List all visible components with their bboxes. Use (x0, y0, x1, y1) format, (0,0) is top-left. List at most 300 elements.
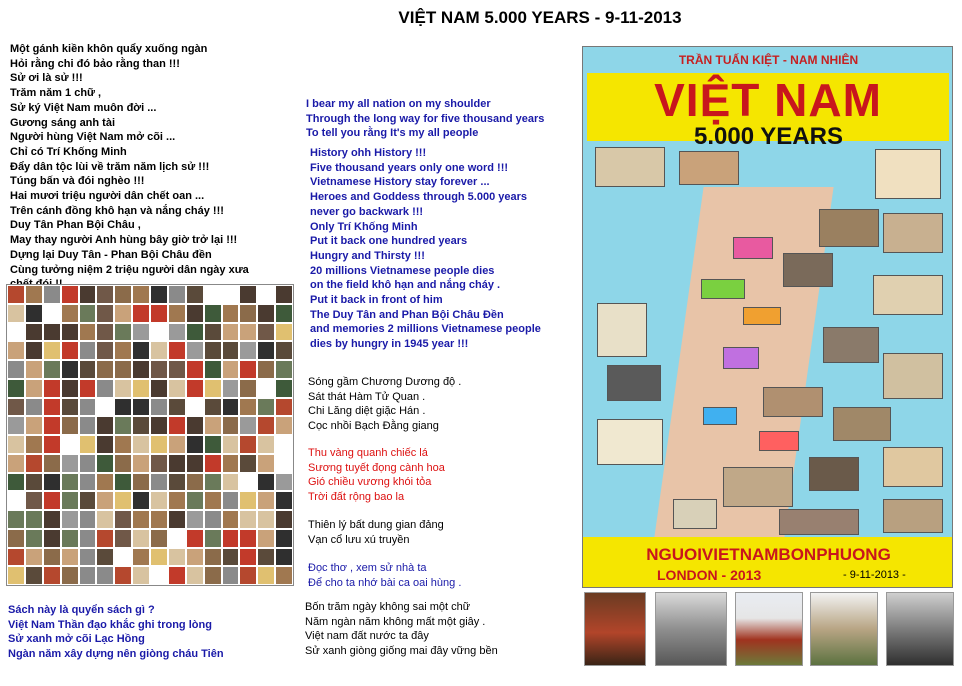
mosaic-tile (186, 285, 204, 304)
mosaic-tile (61, 529, 79, 548)
mosaic-tile (43, 491, 61, 510)
mosaic-tile (150, 323, 168, 342)
poster-date: - 9-11-2013 - (843, 569, 906, 581)
mosaic-tile (61, 510, 79, 529)
photo-old-temple (655, 592, 727, 666)
mosaic-tile (222, 360, 240, 379)
mosaic-tile (61, 473, 79, 492)
mosaic-tile (275, 341, 293, 360)
mosaic-tile (114, 304, 132, 323)
mosaic-tile (168, 379, 186, 398)
mosaic-tile (96, 566, 114, 585)
poem-line: Thu vàng quanh chiếc lá (308, 447, 428, 459)
mosaic-tile (204, 566, 222, 585)
poem-line: Trăm năm 1 chữ , (10, 87, 102, 100)
mosaic-tile (257, 548, 275, 567)
mosaic-tile (114, 435, 132, 454)
mosaic-tile (150, 491, 168, 510)
mosaic-tile (186, 360, 204, 379)
mosaic-tile (275, 529, 293, 548)
mosaic-tile (150, 435, 168, 454)
mosaic-tile (204, 323, 222, 342)
collage-tile (819, 209, 879, 247)
collage-tile (733, 237, 773, 259)
mosaic-tile (275, 510, 293, 529)
mosaic-tile (25, 416, 43, 435)
mosaic-tile (25, 341, 43, 360)
mosaic-tile (7, 529, 25, 548)
mosaic-tile (132, 510, 150, 529)
collage-tile (723, 467, 793, 507)
mosaic-tile (114, 491, 132, 510)
mosaic-tile (114, 510, 132, 529)
photo-portrait (886, 592, 954, 666)
bon-tram-poem (305, 600, 498, 659)
text-line: Through the long way for five thousand years (306, 112, 545, 125)
mosaic-tile (132, 454, 150, 473)
mosaic-tile (61, 360, 79, 379)
history-text (310, 146, 541, 352)
mosaic-tile (275, 398, 293, 417)
mosaic-tile (96, 379, 114, 398)
mosaic-tile (43, 360, 61, 379)
mosaic-tile (239, 548, 257, 567)
mosaic-tile (275, 435, 293, 454)
mosaic-tile (257, 360, 275, 379)
poem-line: Sử xanh mở cõi Lạc Hồng (8, 633, 145, 646)
mosaic-tile (186, 566, 204, 585)
poem-line: Sử ký Việt Nam muôn đời ... (10, 101, 157, 114)
mosaic-tile (275, 566, 293, 585)
mosaic-tile (25, 285, 43, 304)
mosaic-tile (79, 473, 97, 492)
mosaic-tile (96, 510, 114, 529)
poem-line: Hỏi rằng chi đó bảo rằng than !!! (10, 57, 180, 70)
mosaic-tile (114, 285, 132, 304)
poem-line: Vạn cổ lưu xú truyền (308, 533, 410, 546)
text-line: Heroes and Goddess through 5.000 years (310, 191, 528, 204)
mosaic-tile (204, 379, 222, 398)
mosaic-tile (61, 398, 79, 417)
mosaic-tile (275, 473, 293, 492)
mosaic-tile (114, 454, 132, 473)
mosaic-tile (204, 454, 222, 473)
mosaic-tile (239, 454, 257, 473)
mosaic-tile (168, 416, 186, 435)
mosaic-tile (79, 304, 97, 323)
mosaic-tile (114, 566, 132, 585)
mosaic-tile (275, 454, 293, 473)
collage-tile (673, 499, 717, 529)
mosaic-tile (79, 398, 97, 417)
shoulder-text (306, 97, 544, 141)
mosaic-tile (7, 491, 25, 510)
collage-tile (883, 213, 943, 253)
mosaic-tile (7, 360, 25, 379)
mosaic-tile (257, 566, 275, 585)
mosaic-tile (257, 510, 275, 529)
mosaic-tile (7, 304, 25, 323)
collage-tile (883, 353, 943, 399)
text-line: on the field khô hạn and nắng cháy . (310, 279, 501, 292)
mosaic-tile (61, 285, 79, 304)
poem-line: Bốn trăm ngày không sai một chữ (305, 601, 471, 613)
poem-line: Gió chiều vương khói tỏa (308, 476, 432, 489)
song-poem (308, 375, 461, 434)
mosaic-tile (96, 360, 114, 379)
mosaic-tile (168, 510, 186, 529)
mosaic-tile (43, 341, 61, 360)
mosaic-tile (114, 416, 132, 435)
poem-line: Sóng gầm Chương Dương độ . (308, 376, 462, 388)
mosaic-tile (132, 548, 150, 567)
photo-pagoda (735, 592, 803, 666)
mosaic-tile (168, 566, 186, 585)
mosaic-tile (204, 398, 222, 417)
mosaic-tile (43, 566, 61, 585)
mosaic-tile (239, 435, 257, 454)
mosaic-tile (222, 304, 240, 323)
text-line: Only Trí Khống Minh (310, 220, 418, 233)
collage-tile (875, 149, 941, 199)
mosaic-tile (96, 529, 114, 548)
mosaic-tile (239, 398, 257, 417)
mosaic-tile (204, 360, 222, 379)
mosaic-tile (132, 566, 150, 585)
poem-line: Việt Nam Thần đạo khắc ghi trong lòng (8, 618, 212, 631)
mosaic-tile (168, 323, 186, 342)
mosaic-tile (204, 341, 222, 360)
mosaic-tile (132, 529, 150, 548)
collage-tile (833, 407, 891, 441)
mosaic-tile (43, 398, 61, 417)
mosaic-tile (132, 323, 150, 342)
left-poem (10, 42, 249, 292)
mosaic-tile (96, 398, 114, 417)
mosaic-tile (186, 379, 204, 398)
mosaic-tile (275, 416, 293, 435)
mosaic-tile (168, 341, 186, 360)
poem-line: Hai mươi triệu người dân chết oan ... (10, 190, 205, 203)
mosaic-tile (239, 566, 257, 585)
poem-line: Chi Lăng diệt giặc Hán . (308, 405, 426, 418)
mosaic-tile (25, 510, 43, 529)
mosaic-tile (132, 304, 150, 323)
mosaic-tile (168, 360, 186, 379)
mosaic-tile (204, 435, 222, 454)
mosaic-tile (257, 341, 275, 360)
mosaic-tile (275, 323, 293, 342)
collage-tile (823, 327, 879, 363)
mosaic-tile (43, 510, 61, 529)
poem-line: Sương tuyết đọng cành hoa (308, 461, 445, 474)
mosaic-tile (7, 566, 25, 585)
mosaic-tile (7, 398, 25, 417)
mosaic-tile (43, 548, 61, 567)
mosaic-tile (96, 341, 114, 360)
collage-tile (779, 509, 859, 535)
text-line: and memories 2 millions Vietnamese people (310, 323, 541, 336)
mosaic-tile (239, 341, 257, 360)
mosaic-tile (79, 341, 97, 360)
photo-gate (810, 592, 878, 666)
mosaic-tile (204, 304, 222, 323)
mosaic-tile (257, 529, 275, 548)
mosaic-tile (257, 285, 275, 304)
mosaic-tile (25, 491, 43, 510)
text-line: The Duy Tân and Phan Bội Châu Đền (310, 308, 504, 321)
mosaic-tile (186, 510, 204, 529)
mosaic-tile (132, 341, 150, 360)
collage-tile (597, 419, 663, 465)
mosaic-tile (43, 379, 61, 398)
mosaic-tile (204, 510, 222, 529)
poem-line: Trên cánh đồng khô hạn và nắng cháy !!! (10, 204, 224, 217)
mosaic-tile (79, 323, 97, 342)
mosaic-tile (239, 323, 257, 342)
mosaic-tile (168, 435, 186, 454)
mosaic-tile (257, 416, 275, 435)
mosaic-tile (222, 510, 240, 529)
mosaic-tile (61, 566, 79, 585)
text-line: 20 millions Vietnamese people dies (310, 264, 495, 277)
poem-line: Việt nam đất nước ta đây (305, 630, 429, 643)
mosaic-tile (186, 548, 204, 567)
mosaic-tile (186, 435, 204, 454)
mosaic-tile (257, 379, 275, 398)
mosaic-tile (25, 566, 43, 585)
mosaic-tile (239, 285, 257, 304)
mosaic-tile (132, 360, 150, 379)
mosaic-tile (222, 416, 240, 435)
collage-tile (883, 447, 943, 487)
collage-tile (723, 347, 759, 369)
mosaic-tile (7, 341, 25, 360)
mosaic-tile (222, 398, 240, 417)
mosaic-tile (168, 491, 186, 510)
mosaic-tile (43, 529, 61, 548)
mosaic-tile (239, 360, 257, 379)
poem-line: Người hùng Việt Nam mở cõi ... (10, 131, 176, 144)
mosaic-tile (114, 398, 132, 417)
mosaic-tile (168, 304, 186, 323)
mosaic-tile (79, 491, 97, 510)
mosaic-tile (7, 454, 25, 473)
collage-tile (883, 499, 943, 533)
mosaic-tile (79, 566, 97, 585)
mosaic-tile (150, 304, 168, 323)
mosaic-tile (132, 285, 150, 304)
collage-tile (679, 151, 739, 185)
mosaic-tile (239, 379, 257, 398)
mosaic-tile (132, 416, 150, 435)
collage-tile (809, 457, 859, 491)
poster-authors: TRẦN TUẤN KIỆT - NAM NHIÊN (678, 53, 859, 67)
poem-line: Năm ngàn năm không mất một giây . (305, 615, 486, 628)
mosaic-tile (222, 548, 240, 567)
mosaic-tile (61, 548, 79, 567)
mosaic-tile (96, 435, 114, 454)
mosaic-tile (204, 416, 222, 435)
mosaic-tile (168, 473, 186, 492)
mosaic-tile (132, 379, 150, 398)
mosaic-tile (7, 323, 25, 342)
mosaic-tile (257, 323, 275, 342)
mosaic-tile (186, 304, 204, 323)
mosaic-tile (96, 491, 114, 510)
poem-line: Duy Tân Phan Bội Châu , (10, 219, 141, 232)
red-poem (308, 446, 445, 505)
mosaic-tile (257, 491, 275, 510)
poem-line: Đọc thơ , xem sử nhà ta (308, 562, 427, 574)
poem-line: Cọc nhồi Bạch Đằng giang (308, 420, 439, 433)
mosaic-tile (222, 491, 240, 510)
mosaic-tile (96, 323, 114, 342)
mosaic-tile (25, 548, 43, 567)
text-line: dies by hungry in 1945 year !!! (310, 338, 469, 351)
photo-statue (584, 592, 646, 666)
poster-city: LONDON - 2013 (657, 567, 762, 583)
mosaic-tile (150, 398, 168, 417)
mosaic-tile (239, 416, 257, 435)
text-line: I bear my all nation on my shoulder (306, 98, 491, 110)
mosaic-tile (275, 491, 293, 510)
mosaic-tile (79, 435, 97, 454)
mosaic-tile (186, 454, 204, 473)
mosaic-tile (204, 285, 222, 304)
mosaic-tile (222, 529, 240, 548)
mosaic-tile (114, 341, 132, 360)
mosaic-tile (79, 529, 97, 548)
poem-line: Dựng lại Duy Tân - Phan Bội Châu đền (10, 248, 212, 261)
mosaic-tile (150, 360, 168, 379)
mosaic-tile (275, 360, 293, 379)
collage-tile (597, 303, 647, 357)
mosaic-tile (61, 435, 79, 454)
mosaic-tile (7, 473, 25, 492)
mosaic-tile (61, 341, 79, 360)
mosaic-tile (61, 379, 79, 398)
mosaic-tile (150, 566, 168, 585)
mosaic-tile (186, 323, 204, 342)
mosaic-tile (25, 323, 43, 342)
poem-line: Một gánh kiền khôn quẩy xuống ngàn (10, 43, 208, 55)
text-line: never go backwark !!! (310, 205, 424, 218)
mosaic-tile (150, 379, 168, 398)
mosaic-tile (222, 379, 240, 398)
mosaic-tile (61, 416, 79, 435)
mosaic-tile (186, 473, 204, 492)
collage-tile (759, 431, 799, 451)
collage-tile (607, 365, 661, 401)
text-line: Hungry and Thirsty !!! (310, 249, 425, 262)
mosaic-tile (114, 379, 132, 398)
mosaic-tile (186, 529, 204, 548)
thien-poem (308, 518, 444, 547)
mosaic-tile (204, 491, 222, 510)
poem-line: Chỉ có Trí Khống Minh (10, 145, 127, 158)
mosaic-tile (239, 304, 257, 323)
mosaic-tile (96, 304, 114, 323)
mosaic-tile (275, 304, 293, 323)
mosaic-tile (257, 304, 275, 323)
mosaic-tile (25, 529, 43, 548)
mosaic-tile (61, 304, 79, 323)
mosaic-tile (25, 379, 43, 398)
mosaic-tile (222, 285, 240, 304)
mosaic-tile (186, 341, 204, 360)
collage-tile (703, 407, 737, 425)
mosaic-tile (96, 548, 114, 567)
mosaic-tile (186, 416, 204, 435)
mosaic-tile (204, 548, 222, 567)
mosaic-tile (222, 323, 240, 342)
mosaic-tile (257, 454, 275, 473)
mosaic-tile (43, 416, 61, 435)
mosaic-tile (96, 473, 114, 492)
mosaic-tile (79, 285, 97, 304)
mosaic-tile (25, 435, 43, 454)
mosaic-tile (204, 529, 222, 548)
poem-line: May thay người Anh hùng bây giờ trở lại !!! (10, 234, 238, 247)
mosaic-tile (61, 323, 79, 342)
collage-tile (783, 253, 833, 287)
mosaic-tile (186, 491, 204, 510)
mosaic-tile (132, 491, 150, 510)
mosaic-tile (61, 454, 79, 473)
mosaic-tile (25, 473, 43, 492)
mosaic-tile (114, 323, 132, 342)
mosaic-tile (257, 473, 275, 492)
poster-years: 5.000 YEARS (694, 123, 843, 150)
photo-mosaic (6, 284, 294, 586)
mosaic-tile (25, 304, 43, 323)
mosaic-tile (168, 398, 186, 417)
collage-tile (701, 279, 745, 299)
poem-line: Gương sáng anh tài (10, 116, 116, 129)
page-title: VIỆT NAM 5.000 YEARS - 9-11-2013 (398, 8, 682, 27)
mosaic-tile (43, 304, 61, 323)
mosaic-tile (222, 435, 240, 454)
mosaic-tile (222, 566, 240, 585)
mosaic-tile (150, 285, 168, 304)
mosaic-tile (96, 454, 114, 473)
mosaic-tile (25, 454, 43, 473)
mosaic-tile (7, 416, 25, 435)
poem-line: Ngàn năm xây dựng nên giòng cháu Tiên (8, 648, 224, 661)
mosaic-tile (168, 285, 186, 304)
mosaic-tile (96, 416, 114, 435)
poem-line: Sách này là quyển sách gì ? (8, 604, 155, 616)
mosaic-tile (79, 454, 97, 473)
mosaic-tile (222, 454, 240, 473)
mosaic-tile (275, 285, 293, 304)
mosaic-tile (43, 323, 61, 342)
mosaic-tile (132, 398, 150, 417)
mosaic-tile (61, 491, 79, 510)
poem-line: Cùng tưởng niệm 2 triệu người dân ngày xưa (10, 263, 249, 276)
poem-line: Sử ơi là sử !!! (10, 72, 83, 85)
mosaic-tile (150, 548, 168, 567)
collage-tile (873, 275, 943, 315)
mosaic-tile (96, 285, 114, 304)
mosaic-tile (43, 473, 61, 492)
mosaic-tile (79, 379, 97, 398)
mosaic-tile (132, 473, 150, 492)
mosaic-tile (43, 435, 61, 454)
mosaic-tile (150, 473, 168, 492)
mosaic-tile (79, 360, 97, 379)
